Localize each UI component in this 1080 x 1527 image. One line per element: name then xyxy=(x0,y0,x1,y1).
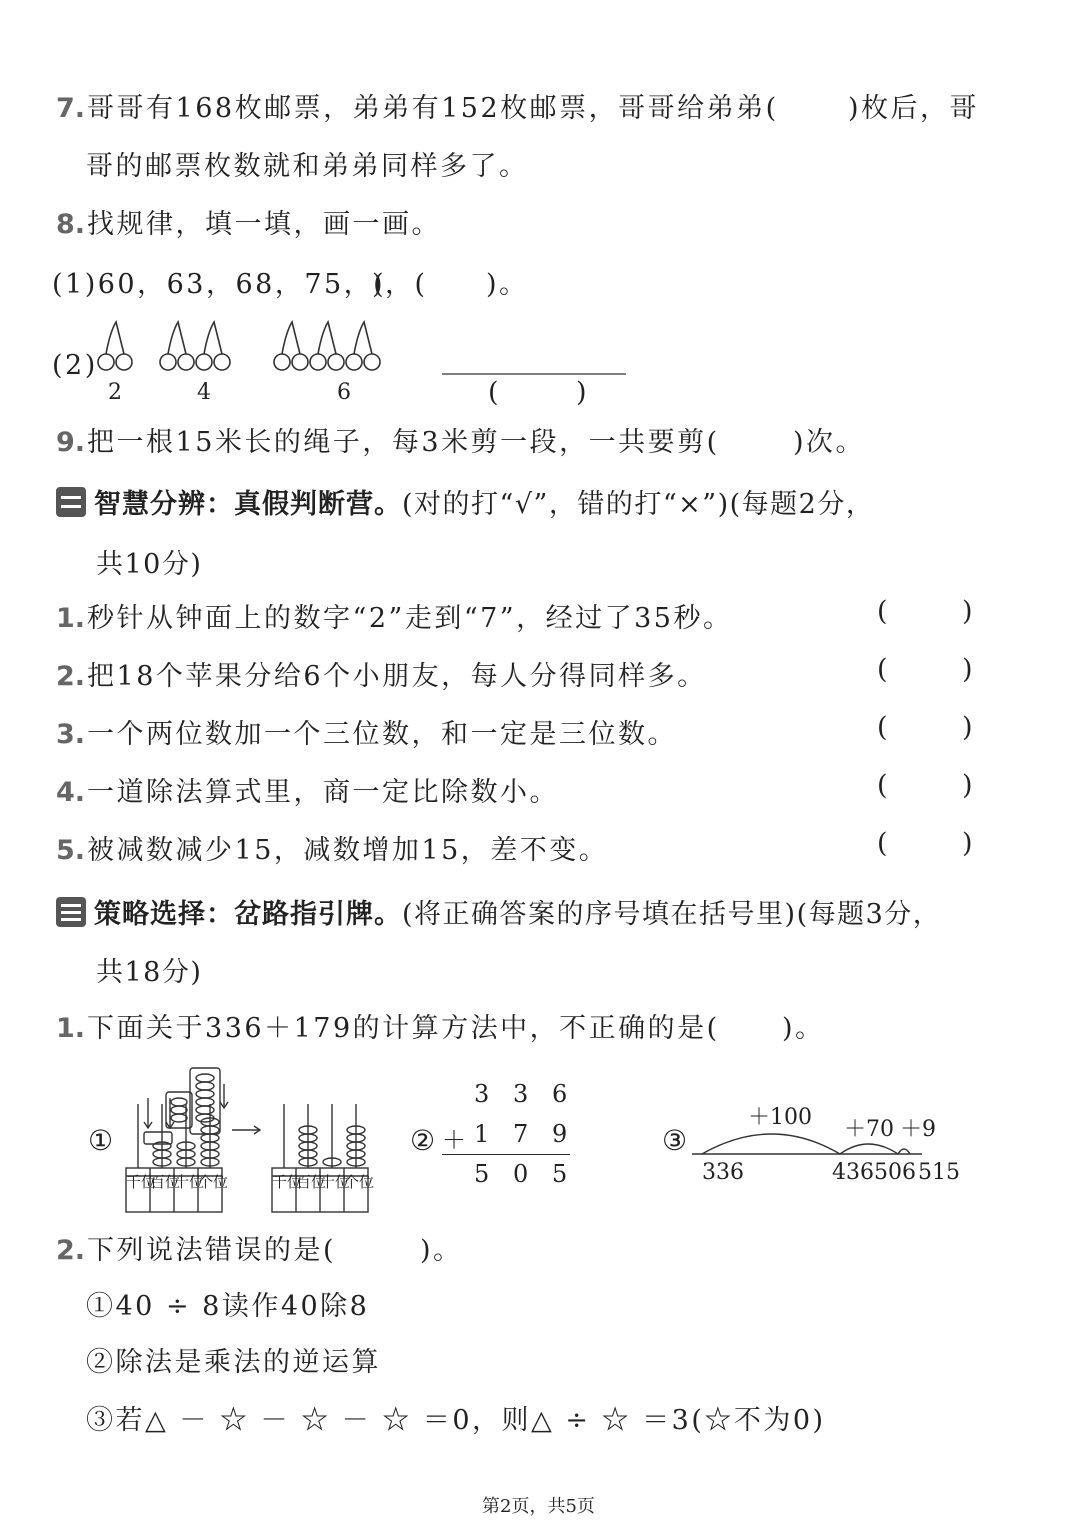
question-8-sub1-mid: )，( xyxy=(372,269,428,300)
jump-label-100: ＋100 xyxy=(748,1105,812,1130)
judge-paren-left-5[interactable]: ( xyxy=(877,828,888,859)
judge-paren-right-3: ) xyxy=(962,712,973,743)
cherry-pattern-figure xyxy=(90,318,650,380)
vertical-res-digit-3: 5 xyxy=(552,1160,568,1188)
number-line-figure xyxy=(690,1128,930,1158)
vertical-plus-sign: ＋ xyxy=(442,1126,466,1154)
choice-question-2-end: )。 xyxy=(420,1235,463,1266)
choice-question-1-end: )。 xyxy=(782,1013,825,1044)
cherry-group-3 xyxy=(274,322,380,370)
vertical-sum-line xyxy=(442,1154,570,1155)
question-number: 1. xyxy=(56,1013,86,1044)
question-number: 3. xyxy=(56,719,86,750)
question-8-sub1: (1)60，63，68，75，( xyxy=(52,269,387,300)
judge-paren-left-2[interactable]: ( xyxy=(877,654,888,685)
vertical-mid-digit-2: 7 xyxy=(513,1120,529,1148)
section-3-title: 策略选择：岔路指引牌。 xyxy=(94,899,402,930)
judge-item-4: 4.一道除法算式里，商一定比除数小。 xyxy=(56,777,560,808)
cherry-group-2 xyxy=(160,322,230,370)
abacus-left-label-3: 十位 xyxy=(174,1173,205,1191)
answer-paren-left: ( xyxy=(488,377,502,408)
option-2-marker: ② xyxy=(410,1124,436,1157)
jump-label-70: ＋70 xyxy=(844,1117,894,1142)
choice-question-2: 2.下列说法错误的是( xyxy=(56,1235,337,1266)
abacus-right-label-1: 千位 xyxy=(272,1173,303,1191)
question-7-line2: 哥的邮票枚数就和弟弟同样多了。 xyxy=(86,151,529,182)
judge-paren-left-3[interactable]: ( xyxy=(877,712,888,743)
judge-paren-left-1[interactable]: ( xyxy=(877,596,888,627)
abacus-figure xyxy=(124,1064,374,1214)
abacus-right-label-2: 百位 xyxy=(296,1173,327,1191)
vertical-res-digit-1: 5 xyxy=(474,1160,490,1188)
vertical-res-digit-2: 0 xyxy=(513,1160,529,1188)
section-2-title: 智慧分辨：真假判断营。 xyxy=(94,489,402,520)
question-number: 7. xyxy=(56,93,86,124)
vertical-top-digit-1: 3 xyxy=(474,1080,490,1108)
judge-paren-right-1: ) xyxy=(962,596,973,627)
section-3-header xyxy=(56,892,941,931)
question-number: 2. xyxy=(56,661,86,692)
section-3-note-line2: 共18分) xyxy=(96,957,203,988)
choice-2-option-2: ②除法是乘法的逆运算 xyxy=(86,1347,381,1378)
page-footer: 第2页，共5页 xyxy=(482,1496,595,1517)
judge-item-2: 2.把18个苹果分给6个小朋友，每人分得同样多。 xyxy=(56,661,707,692)
question-8-sub2-label: (2) xyxy=(52,350,98,381)
option-3-marker: ③ xyxy=(662,1124,688,1157)
section-2-header xyxy=(56,482,874,521)
question-number: 8. xyxy=(56,209,86,240)
question-number: 2. xyxy=(56,1235,86,1266)
abacus-left-label-4: 个位 xyxy=(198,1173,229,1191)
jump-label-9: ＋9 xyxy=(900,1117,936,1142)
abacus-right-label-4: 个位 xyxy=(344,1173,375,1191)
section-2-icon xyxy=(56,487,86,517)
judge-paren-right-5: ) xyxy=(962,828,973,859)
cherry-label-1: 2 xyxy=(108,380,122,405)
question-9-end: )次。 xyxy=(793,427,866,458)
judge-paren-left-4[interactable]: ( xyxy=(877,770,888,801)
section-3-note: (将正确答案的序号填在括号里)(每题3分， xyxy=(402,899,942,930)
point-label-515: 515 xyxy=(918,1160,960,1185)
abacus-left-label-2: 百位 xyxy=(150,1173,181,1191)
cherry-label-3: 6 xyxy=(337,380,351,405)
choice-question-1: 1.下面关于336＋179的计算方法中，不正确的是( xyxy=(56,1013,720,1044)
option-1-marker: ① xyxy=(88,1124,114,1157)
abacus-left-label-1: 千位 xyxy=(126,1173,157,1191)
question-7-line1-end: )枚后，哥 xyxy=(848,93,980,124)
judge-paren-right-2: ) xyxy=(962,654,973,685)
judge-item-1: 1.秒针从钟面上的数字“2”走到“7”，经过了35秒。 xyxy=(56,603,733,634)
question-number: 1. xyxy=(56,603,86,634)
vertical-top-digit-3: 6 xyxy=(552,1080,568,1108)
question-number: 5. xyxy=(56,835,86,866)
vertical-mid-digit-3: 9 xyxy=(552,1120,568,1148)
vertical-mid-digit-1: 1 xyxy=(474,1120,490,1148)
vertical-top-digit-2: 3 xyxy=(513,1080,529,1108)
section-2-note: (对的打“√”，错的打“×”)(每题2分， xyxy=(402,489,875,520)
question-7-line1: 7.哥哥有168枚邮票，弟弟有152枚邮票，哥哥给弟弟( xyxy=(56,93,779,124)
point-label-436: 436 xyxy=(832,1160,874,1185)
question-number: 9. xyxy=(56,427,86,458)
question-9: 9.把一根15米长的绳子，每3米剪一段，一共要剪( xyxy=(56,427,720,458)
question-8: 8.找规律，填一填，画一画。 xyxy=(56,209,442,240)
choice-2-option-1: ①40 ÷ 8读作40除8 xyxy=(86,1291,370,1322)
question-8-sub1-end: )。 xyxy=(486,269,529,300)
section-3-icon xyxy=(56,897,86,927)
judge-item-3: 3.一个两位数加一个三位数，和一定是三位数。 xyxy=(56,719,678,750)
answer-paren-right: ) xyxy=(576,377,590,408)
abacus-right-label-3: 十位 xyxy=(320,1173,351,1191)
cherry-label-2: 4 xyxy=(197,380,211,405)
judge-paren-right-4: ) xyxy=(962,770,973,801)
choice-2-option-3: ③若△ － ☆ － ☆ － ☆ ＝0，则△ ÷ ☆ ＝3(☆不为0) xyxy=(86,1405,826,1436)
section-2-note-line2: 共10分) xyxy=(96,549,203,580)
question-number: 4. xyxy=(56,777,86,808)
cherry-group-1 xyxy=(98,322,132,370)
judge-item-5: 5.被减数减少15，减数增加15，差不变。 xyxy=(56,835,609,866)
point-label-506: 506 xyxy=(874,1160,916,1185)
point-label-336: 336 xyxy=(702,1160,744,1185)
